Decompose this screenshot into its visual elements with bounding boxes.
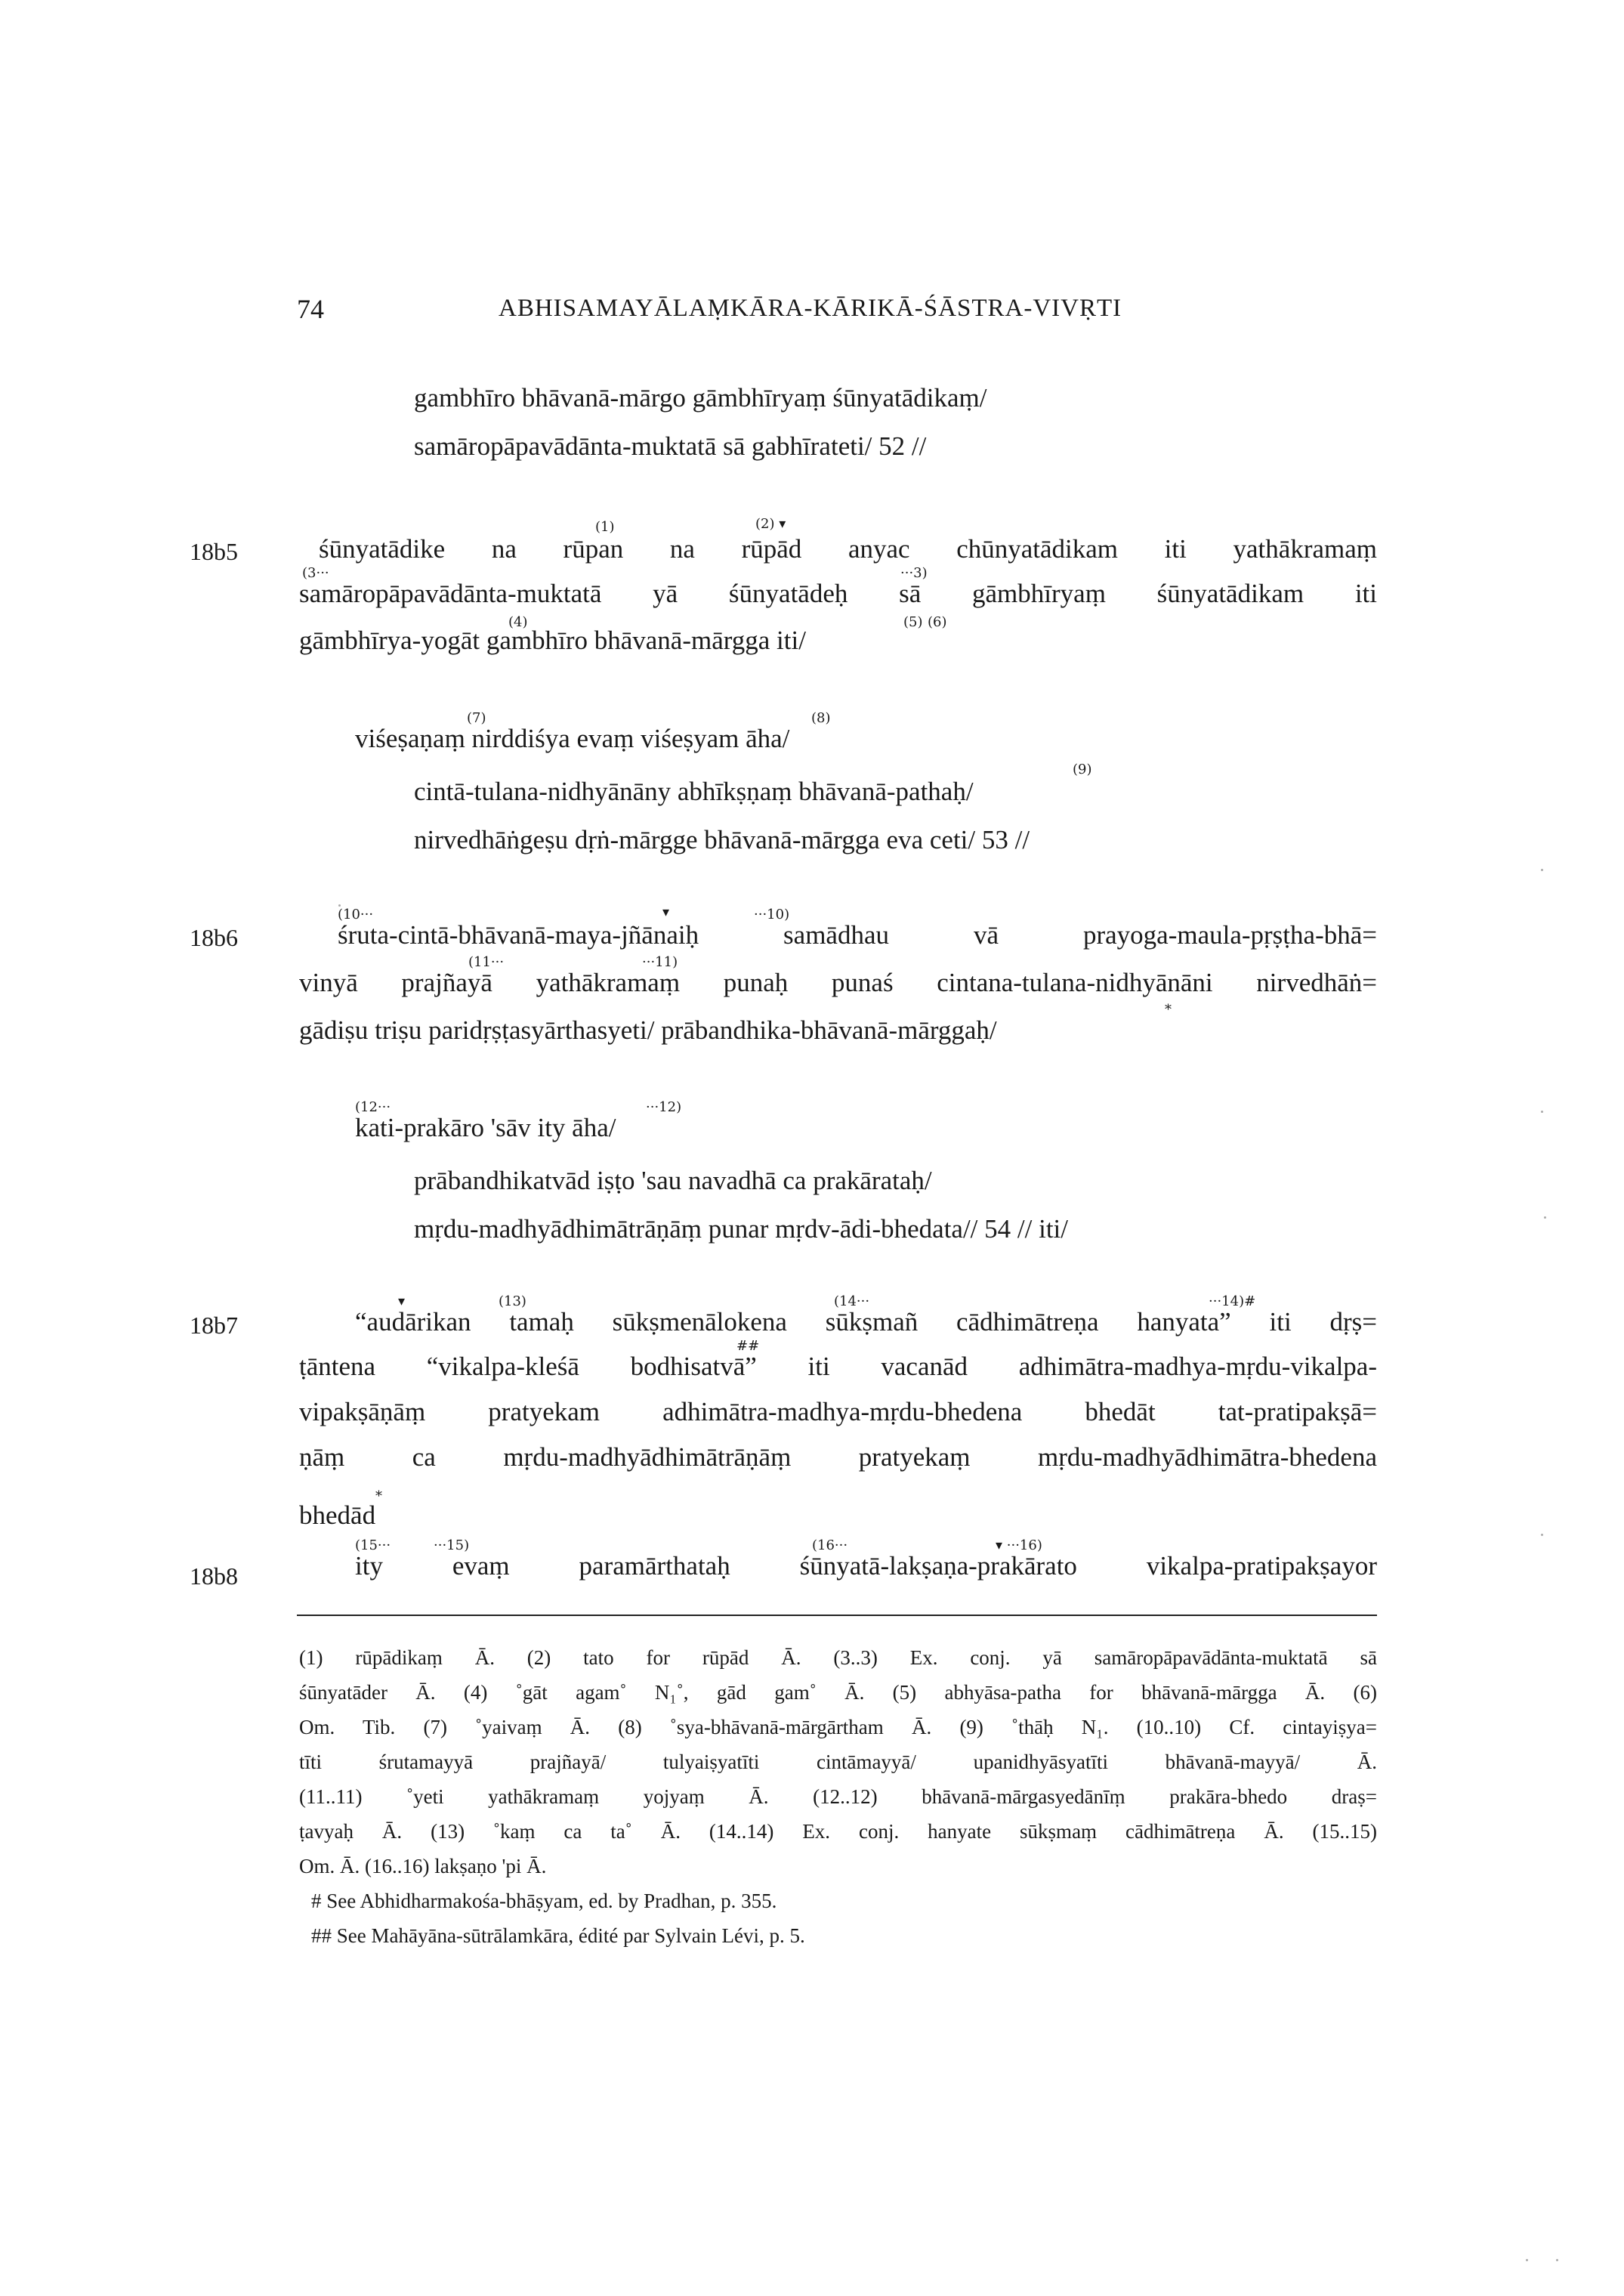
- scan-speck: [1544, 1216, 1546, 1219]
- page-number: 74: [297, 294, 324, 324]
- footnote-mark: (1): [595, 519, 615, 535]
- footnote-line: Om. Tib. (7) ˚yaivaṃ Ā. (8) ˚sya-bhāvanā-mārgārtham Ā. (9) ˚thāḥ N₁. (10..10) Cf. cintayiṣya=: [299, 1716, 1377, 1738]
- footnote-mark: ···15): [434, 1537, 470, 1553]
- footnote-mark: (15···: [355, 1537, 391, 1553]
- footnote-mark: ▾: [398, 1293, 406, 1309]
- scan-speck: [1541, 1111, 1543, 1113]
- footnote-mark: (12···: [355, 1099, 391, 1115]
- verse-53-line-1: cintā-tulana-nidhyānāny abhīkṣṇaṃ bhāvanā-pathaḥ/: [414, 777, 974, 806]
- scan-speck: [1526, 2259, 1528, 2261]
- footnote-mark: (10···: [338, 907, 374, 922]
- footnote-mark: ···12): [646, 1099, 682, 1115]
- scan-speck: [1541, 1534, 1543, 1536]
- footnote-mark: (11···: [468, 954, 505, 970]
- verse-52-line-2: samāropāpavādānta-muktatā sā gabhīrateti/ 52 //: [414, 431, 927, 461]
- footnote-mark: (2) ▾: [755, 516, 786, 532]
- footnote-line: (1) rūpādikaṃ Ā. (2) tato for rūpād Ā. (3..3) Ex. conj. yā samāropāpavādānta-muktatā sā: [299, 1646, 1377, 1669]
- footnote-line: ## See Mahāyāna-sūtrālamkāra, édité par Sylvain Lévi, p. 5.: [311, 1924, 805, 1947]
- footnote-mark: ##: [736, 1338, 760, 1354]
- paragraph-line: ity evaṃ paramārthataḥ śūnyatā-lakṣaṇa-prakārato vikalpa-pratipakṣayor: [355, 1551, 1377, 1581]
- footnote-line: śūnyatāder Ā. (4) ˚gāt agam˚ N₁˚, gād gam˚ Ā. (5) abhyāsa-patha for bhāvanā-mārgga Ā. (6): [299, 1681, 1377, 1704]
- paragraph-line: “audārikan tamaḥ sūkṣmenālokena sūkṣmañ cādhimātreṇa hanyata” iti dṛṣ=: [355, 1307, 1377, 1337]
- footnote-mark: ···14)#: [1209, 1293, 1256, 1309]
- footnote-mark: (13): [499, 1293, 526, 1309]
- paragraph-line: vinyā prajñayā yathākramaṃ punaḥ punaś cintana-tulana-nidhyānāni nirvedhāṅ=: [299, 968, 1377, 997]
- paragraph-line: gāmbhīrya-yogāt gambhīro bhāvanā-mārgga iti/: [299, 626, 806, 655]
- footnote-line: (11..11) ˚yeti yathākramaṃ yojyaṃ Ā. (12..12) bhāvanā-mārgasyedānīṃ prakāra-bhedo draṣ=: [299, 1785, 1377, 1808]
- footnote-line: ṭavyaḥ Ā. (13) ˚kaṃ ca ta˚ Ā. (14..14) Ex. conj. hanyate sūkṣmaṃ cādhimātreṇa Ā. (15..15): [299, 1820, 1377, 1843]
- verse-54-line-1: prābandhikatvād iṣṭo 'sau navadhā ca prakārataḥ/: [414, 1166, 932, 1195]
- paragraph-line: viśeṣaṇaṃ nirddiśya evaṃ viśeṣyam āha/: [355, 724, 790, 753]
- paragraph-line: vipakṣāṇāṃ pratyekam adhimātra-madhya-mṛdu-bhedena bhedāt tat-pratipakṣā=: [299, 1397, 1377, 1426]
- folio-marker: 18b5: [190, 538, 238, 565]
- verse-52-line-1: gambhīro bhāvanā-mārgo gāmbhīryaṃ śūnyatādikaṃ/: [414, 383, 987, 413]
- scan-speck: [1556, 2259, 1558, 2261]
- footnote-mark: ···3): [900, 565, 928, 581]
- footnote-line: tīti śrutamayyā prajñayā/ tulyaiṣyatīti cintāmayyā/ upanidhyāsyatīti bhāvanā-mayyā/ Ā.: [299, 1751, 1377, 1773]
- footnote-mark: (14···: [834, 1293, 870, 1309]
- footnote-line: Om. Ā. (16..16) lakṣaṇo 'pi Ā.: [299, 1855, 547, 1877]
- folio-marker: 18b8: [190, 1562, 238, 1590]
- footnote-mark: *: [375, 1488, 382, 1504]
- footnote-mark: (9): [1073, 762, 1092, 777]
- paragraph-line: bhedād: [299, 1500, 376, 1530]
- footnote-mark: (3···: [302, 565, 329, 581]
- page-header: [0, 293, 1624, 338]
- paragraph-line: ṭāntena “vikalpa-kleśā bodhisatvā” iti vacanād adhimātra-madhya-mṛdu-vikalpa-: [299, 1352, 1377, 1381]
- verse-54-line-2: mṛdu-madhyādhimātrāṇāṃ punar mṛdv-ādi-bhedata// 54 // iti/: [414, 1214, 1068, 1244]
- footnote-line: # See Abhidharmakośa-bhāṣyam, ed. by Pradhan, p. 355.: [311, 1890, 777, 1912]
- scan-speck: [1541, 869, 1543, 871]
- paragraph-line: kati-prakāro 'sāv ity āha/: [355, 1113, 616, 1142]
- footnote-divider: [297, 1615, 1377, 1616]
- verse-53-line-2: nirvedhāṅgeṣu dṛṅ-mārgge bhāvanā-mārgga eva ceti/ 53 //: [414, 825, 1030, 854]
- footnote-mark: (16···: [812, 1537, 848, 1553]
- running-title: ABHISAMAYĀLAṂKĀRA-KĀRIKĀ-ŚĀSTRA-VIVṚTI: [499, 295, 1122, 322]
- paragraph-line: śruta-cintā-bhāvanā-maya-jñānaiḥ samādhau vā prayoga-maula-pṛṣṭha-bhā=: [338, 920, 1377, 950]
- footnote-mark: ▾: [662, 904, 670, 920]
- footnote-mark: (4): [508, 614, 528, 630]
- footnote-mark: ···10): [754, 907, 790, 922]
- footnote-mark: ···11): [642, 954, 678, 970]
- scan-speck: [338, 904, 341, 907]
- footnote-mark: (7): [467, 710, 486, 726]
- folio-marker: 18b7: [190, 1312, 238, 1339]
- paragraph-line: gādiṣu triṣu paridṛṣṭasyārthasyeti/ prābandhika-bhāvanā-mārggaḥ/: [299, 1015, 997, 1045]
- folio-marker: 18b6: [190, 924, 238, 951]
- footnote-mark: (8): [811, 710, 831, 726]
- paragraph-line: ṇāṃ ca mṛdu-madhyādhimātrāṇāṃ pratyekaṃ mṛdu-madhyādhimātra-bhedena: [299, 1442, 1377, 1472]
- footnote-mark: (5): [903, 614, 923, 630]
- paragraph-line: samāropāpavādānta-muktatā yā śūnyatādeḥ sā gāmbhīryaṃ śūnyatādikam iti: [299, 579, 1377, 608]
- footnote-mark: (6): [928, 614, 947, 630]
- footnote-mark: ▾ ···16): [996, 1537, 1042, 1553]
- paragraph-line: śūnyatādike na rūpan na rūpād anyac chūnyatādikam iti yathākramaṃ: [319, 534, 1377, 564]
- footnote-mark: *: [1165, 1002, 1172, 1018]
